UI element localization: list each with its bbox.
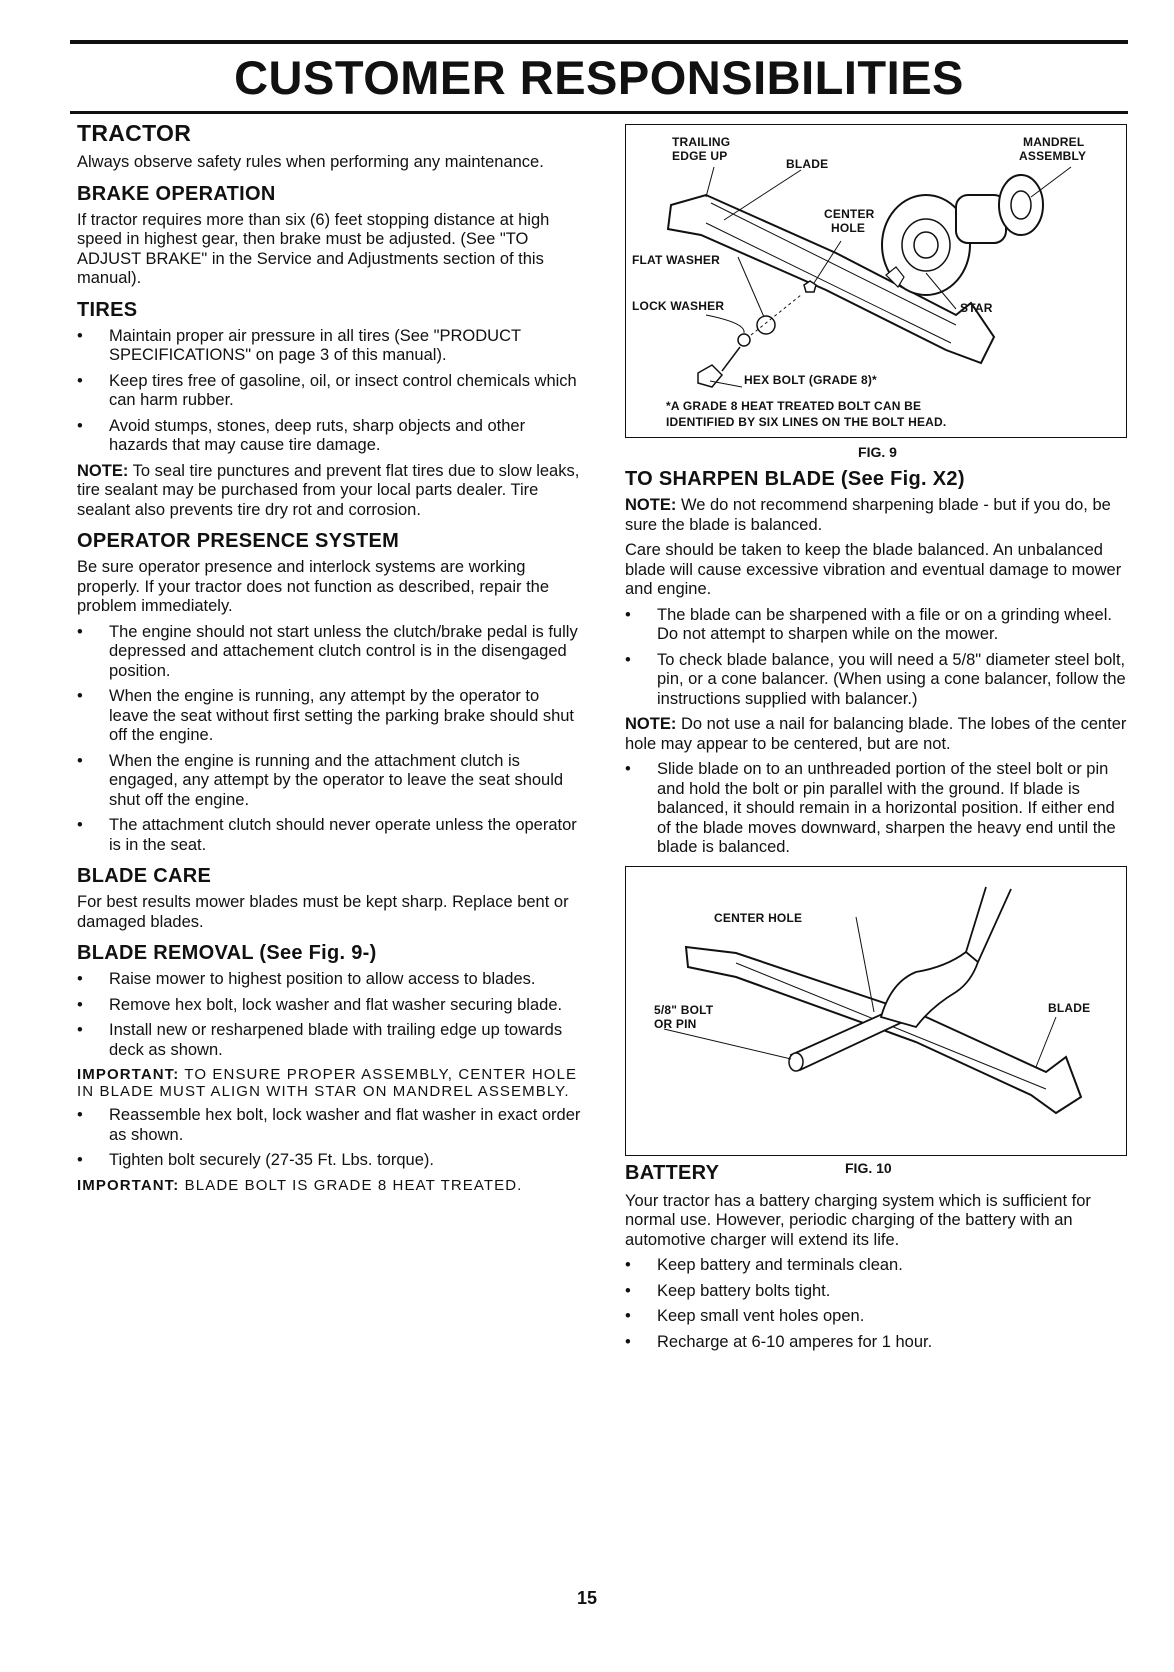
fig10-caption: FIG. 10 — [845, 1159, 892, 1176]
page-title: CUSTOMER RESPONSIBILITIES — [234, 51, 964, 104]
battery-list — [625, 1256, 1130, 1352]
title-underline — [70, 111, 1128, 114]
fig9-label-star: STAR — [960, 301, 993, 315]
fig10-label-or-pin: OR PIN — [654, 1016, 697, 1031]
blade-removal-list-2 — [77, 1106, 583, 1171]
important-label: IMPORTANT: — [77, 1066, 180, 1083]
important-assembly — [77, 1066, 583, 1100]
fig9-label-trailing: TRAILING — [672, 135, 731, 149]
list-item: • Avoid stumps, stones, deep ruts, sharp objects and other hazards that may cause tire damage. — [77, 417, 583, 456]
fig9-label-hex-bolt: HEX BOLT (GRADE 8)* — [744, 373, 877, 387]
list-item: • The attachment clutch should never operate unless the operator is in the seat. — [77, 816, 583, 855]
fig9-label-blade: BLADE — [786, 157, 829, 171]
operator-heading: OPERATOR PRESENCE SYSTEM — [77, 530, 400, 552]
fig10-label-blade: BLADE — [1048, 1000, 1091, 1015]
blade-care-text: For best results mower blades must be kept sharp. Replace bent or damaged blades. — [77, 893, 569, 931]
list-item: • Slide blade on to an unthreaded portion of the steel bolt or pin and hold the bolt or pin parallel with the ground. If blade is balanced, it should remain in a horizontal position. If either end of the blade moves downward, sharpen the heavy end until the blade is balanced. — [625, 760, 1130, 858]
battery-heading-row — [625, 1159, 1130, 1192]
important-text: BLADE BOLT IS GRADE 8 HEAT TREATED. — [184, 1176, 523, 1194]
fig9-caption: FIG. 9 — [858, 444, 897, 460]
note-label: NOTE: — [625, 496, 677, 514]
tires-note — [77, 462, 583, 521]
fig10-label-bolt: 5/8" BOLT — [654, 1002, 714, 1017]
note-text: To seal tire punctures and prevent flat tires due to slow leaks, tire sealant may be purchased from your local parts dealer. Tire sealant also prevents tire dry rot and corrosion. — [77, 461, 580, 519]
list-item: • Keep tires free of gasoline, oil, or insect control chemicals which can harm rubber. — [77, 372, 583, 411]
important-text: TO ENSURE PROPER ASSEMBLY, CENTER HOLE IN BLADE MUST ALIGN WITH STAR ON MANDREL ASSEMBLY. — [77, 1066, 578, 1100]
brake-heading: BRAKE OPERATION — [77, 182, 276, 205]
fig9-label-edge-up: EDGE UP — [672, 149, 728, 163]
list-item: • Keep battery bolts tight. — [625, 1282, 1130, 1302]
list-item: • Tighten bolt securely (27-35 Ft. Lbs. torque). — [77, 1151, 583, 1171]
list-item: • Keep battery and terminals clean. — [625, 1256, 1130, 1276]
battery-text: Your tractor has a battery charging system which is sufficient for normal use. However, periodic charging of the battery with an automotive charger will extend its life. — [625, 1191, 1091, 1249]
list-item: • Maintain proper air pressure in all tires (See "PRODUCT SPECIFICATIONS" on page 3 of this manual). — [77, 327, 583, 366]
fig9-label-center: CENTER — [824, 207, 875, 221]
sharpen-list-2 — [625, 760, 1130, 858]
tires-heading: TIRES — [77, 298, 138, 321]
sharpen-list — [625, 606, 1130, 710]
sharpen-note1 — [625, 496, 1130, 535]
battery-heading: BATTERY — [625, 1161, 720, 1184]
fig9-illustration — [626, 125, 1126, 437]
page-number: 15 — [576, 1588, 598, 1608]
top-rule — [70, 40, 1128, 44]
note-text: We do not recommend sharpening blade - but if you do, be sure the blade is balanced. — [625, 496, 1111, 534]
list-item: • When the engine is running and the attachment clutch is engaged, any attempt by the operator to leave the seat should shut off the engine. — [77, 752, 583, 811]
blade-care-heading: BLADE CARE — [77, 865, 212, 887]
tractor-intro: Always observe safety rules when performing any maintenance. — [77, 153, 544, 171]
operator-text: Be sure operator presence and interlock systems are working properly. If your tractor does not function as described, repair the problem immediately. — [77, 558, 550, 615]
fig9-footnote-line1: *A GRADE 8 HEAT TREATED BOLT CAN BE — [666, 399, 922, 413]
list-item: • Keep small vent holes open. — [625, 1307, 1130, 1327]
list-item: • Remove hex bolt, lock washer and flat washer securing blade. — [77, 996, 583, 1016]
operator-list — [77, 623, 583, 856]
list-item: • The engine should not start unless the clutch/brake pedal is fully depressed and attachement clutch control is in the disengaged position. — [77, 623, 583, 682]
blade-removal-heading: BLADE REMOVAL (See Fig. 9-) — [77, 942, 377, 964]
fig9-label-assembly: ASSEMBLY — [1019, 149, 1087, 163]
fig9-label-mandrel: MANDREL — [1023, 135, 1085, 149]
important-bolt — [77, 1177, 583, 1194]
list-item: • Reassemble hex bolt, lock washer and flat washer in exact order as shown. — [77, 1106, 583, 1145]
list-item: • Raise mower to highest position to allow access to blades. — [77, 970, 583, 990]
list-item: • To check blade balance, you will need a 5/8" diameter steel bolt, pin, or a cone balancer. (When using a cone balancer, follow the instructions supplied with balancer.) — [625, 651, 1130, 710]
sharpen-text: Care should be taken to keep the blade balanced. An unbalanced blade will cause excessive vibration and eventual damage to mower and engine. — [625, 541, 1122, 598]
fig9-label-flat-washer: FLAT WASHER — [632, 253, 720, 267]
list-item: • The blade can be sharpened with a file or on a grinding wheel. Do not attempt to sharpen while on the mower. — [625, 606, 1130, 645]
note-text: Do not use a nail for balancing blade. The lobes of the center hole may appear to be centered, but are not. — [625, 715, 1127, 753]
note-label: NOTE: — [625, 715, 677, 733]
tires-list — [77, 327, 583, 456]
fig10-diagram — [625, 866, 1127, 1156]
fig9-label-lock-washer: LOCK WASHER — [632, 299, 725, 313]
fig9-label-hole: HOLE — [831, 221, 866, 235]
list-item: • Recharge at 6-10 amperes for 1 hour. — [625, 1333, 1130, 1353]
sharpen-heading: TO SHARPEN BLADE (See Fig. X2) — [625, 468, 965, 490]
fig9-diagram — [625, 124, 1127, 438]
brake-text: If tractor requires more than six (6) feet stopping distance at high speed in highest gear, then brake must be adjusted. (See "TO ADJUST BRAKE" in the Service and Adjustments section of this manual). — [77, 210, 550, 287]
tractor-heading: TRACTOR — [77, 120, 192, 146]
list-item: • Install new or resharpened blade with trailing edge up towards deck as shown. — [77, 1021, 583, 1060]
list-item: • When the engine is running, any attempt by the operator to leave the seat without first setting the parking brake should shut off the engine. — [77, 687, 583, 746]
fig10-label-center-hole: CENTER HOLE — [714, 910, 803, 925]
right-column — [625, 124, 1130, 1358]
important-label: IMPORTANT: — [77, 1176, 180, 1194]
note-label: NOTE: — [77, 461, 129, 480]
sharpen-note2 — [625, 715, 1130, 754]
fig9-footnote-line2: IDENTIFIED BY SIX LINES ON THE BOLT HEAD. — [666, 415, 947, 429]
left-column — [77, 120, 583, 1200]
blade-removal-list — [77, 970, 583, 1060]
